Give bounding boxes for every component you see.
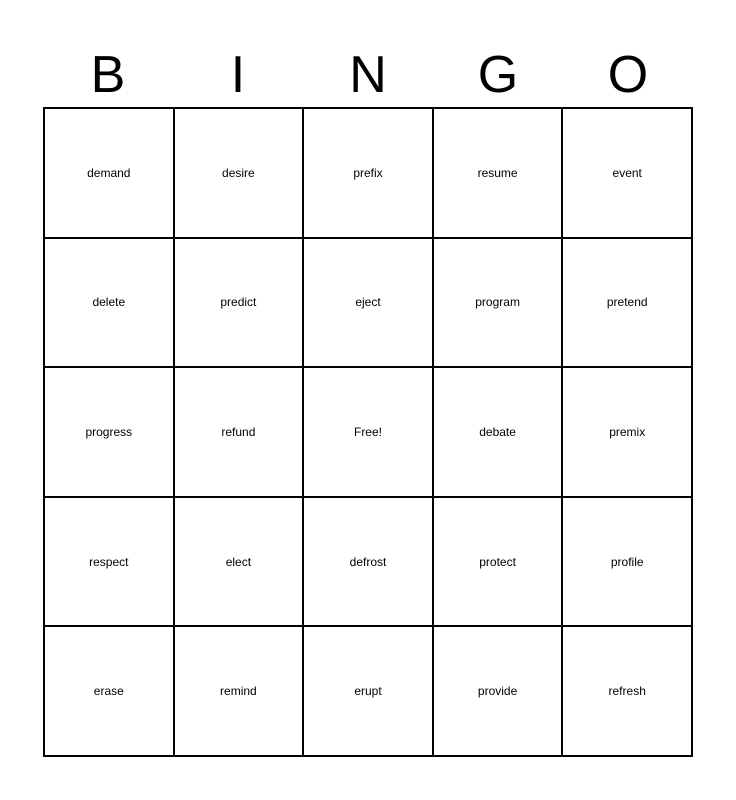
bingo-cell[interactable]: demand bbox=[44, 108, 174, 238]
bingo-cell[interactable]: profile bbox=[562, 497, 692, 627]
bingo-cell[interactable]: erupt bbox=[303, 626, 433, 756]
bingo-cell[interactable]: resume bbox=[433, 108, 563, 238]
bingo-cell[interactable]: refund bbox=[174, 367, 304, 497]
bingo-header bbox=[43, 44, 693, 106]
bingo-board bbox=[43, 107, 693, 757]
free-space-cell[interactable]: Free! bbox=[303, 367, 433, 497]
header-letter-g: G bbox=[477, 46, 519, 104]
bingo-cell[interactable]: defrost bbox=[303, 497, 433, 627]
bingo-cell[interactable]: delete bbox=[44, 238, 174, 368]
bingo-cell[interactable]: event bbox=[562, 108, 692, 238]
bingo-cell[interactable]: remind bbox=[174, 626, 304, 756]
header-letter-o: O bbox=[607, 46, 649, 104]
header-letter-i: I bbox=[230, 46, 246, 104]
bingo-cell[interactable]: desire bbox=[174, 108, 304, 238]
bingo-cell[interactable]: eject bbox=[303, 238, 433, 368]
bingo-cell[interactable]: protect bbox=[433, 497, 563, 627]
header-letter-n: N bbox=[349, 46, 387, 104]
bingo-cell[interactable]: erase bbox=[44, 626, 174, 756]
bingo-cell[interactable]: refresh bbox=[562, 626, 692, 756]
bingo-cell[interactable]: predict bbox=[174, 238, 304, 368]
bingo-cell[interactable]: progress bbox=[44, 367, 174, 497]
bingo-cell[interactable]: prefix bbox=[303, 108, 433, 238]
bingo-cell[interactable]: debate bbox=[433, 367, 563, 497]
bingo-cell[interactable]: pretend bbox=[562, 238, 692, 368]
bingo-cell[interactable]: provide bbox=[433, 626, 563, 756]
bingo-cell[interactable]: elect bbox=[174, 497, 304, 627]
bingo-cell[interactable]: premix bbox=[562, 367, 692, 497]
bingo-cell[interactable]: program bbox=[433, 238, 563, 368]
bingo-cell[interactable]: respect bbox=[44, 497, 174, 627]
header-letter-b: B bbox=[90, 46, 126, 104]
